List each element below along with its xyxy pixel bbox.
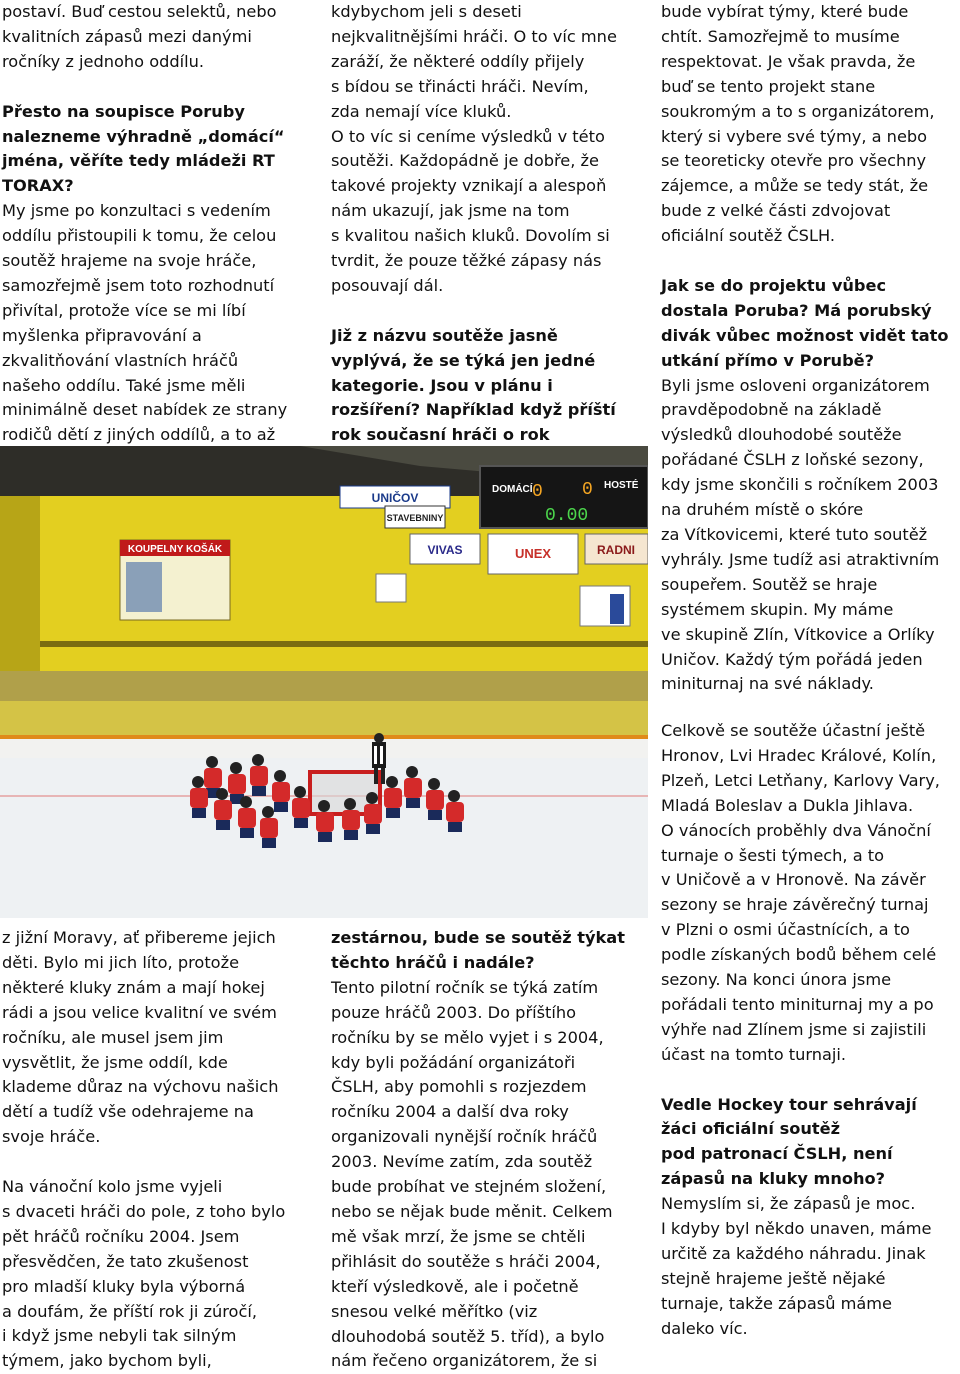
scoreboard-home-score: 0 (532, 482, 543, 502)
scoreboard-home-label: DOMÁCÍ (492, 484, 533, 495)
scoreboard (480, 466, 648, 528)
scoreboard-away-score: 0 (582, 480, 593, 500)
col1-paragraph-top: postaví. Buď cestou selektů, nebo kvalitních zápasů mezi danými ročníky z jednoho oddílu. (2, 2, 277, 71)
balcony-rail (40, 641, 648, 647)
col1-text-top (2, 0, 320, 448)
referee-stripe-1 (374, 746, 377, 764)
col3-answer: Byli jsme osloveni organizátorem pravděpodobně na základě výsledků dlouhodobé soutěže pořádané ČSLH z loňské sezony, kdy jsme skončili s ročníkem 2003 na druhém místě o skóre za Vítkovicemi, které tuto soutěž vyhrály. Jsme tudíž asi atraktivním soupeřem. Soutěž se hraje systémem skupin. My máme ve skupině Zlín, Vítkovice a Orlíky Uničov. Každý tým pořádá jeden miniturnaj na své náklady. (661, 375, 940, 694)
referee-head (374, 733, 384, 743)
wall-shadow (0, 496, 40, 671)
banner-unex-text: UNEX (514, 546, 552, 561)
col3-paragraph-top: bude vybírat týmy, které bude chtít. Samozřejmě to musíme respektovat. Je však pravda, že buď se tento projekt stane soukromým a to s organizátorem, který si vybere své týmy, a nebo se teoreticky otevře pro všechny zájemce, a může se tedy stát, že bude z velké části zdvojovat oficiální soutěž ČSLH. (661, 2, 935, 246)
col1-question: Přesto na soupisce Poruby nalezneme výhradně „domácí“ jména, věříte tedy mládeži RT TORAX? (2, 101, 285, 196)
ice-rink-photo (0, 446, 648, 918)
banner-radni-text: RADNI (597, 543, 635, 557)
banner-stavebniny (385, 506, 445, 528)
col1-paragraph-bottom: z jižní Moravy, ať přibereme jejich děti. Bylo mi jich líto, protože některé kluky znám a mají hokej rádi a jsou velice kvalitní ve svém ročníku, ale musel jsem jim vysvětlit, že jsme oddíl, kde klademe důraz na výchovu našich dětí a tudíž vše odehrajeme na svoje hráče. (2, 928, 279, 1147)
col1-text-bottom (2, 926, 320, 1374)
col1-paragraph-bottom-2: Na vánoční kolo jsme vyjeli s dvaceti hráči do pole, z toho bylo pět hráčů ročníku 2004. Jsem přesvědčen, že tato zkušenost pro mladší kluky byla výborná a doufám, že příští rok ji zúročí, i když jsme nebyli tak silným týmem, jako bychom byli, (2, 1177, 286, 1371)
referee-leg-1 (374, 768, 378, 784)
col3-answer-2: Nemyslím si, že zápasů je moc. I kdyby byl někdo unaven, máme určitě za každého náhradu. Jinak stejně hrajeme ještě nějaké turnaje, takže zápasů máme daleko víc. (661, 1194, 932, 1338)
col2-answer-bottom: Tento pilotní ročník se týká zatím pouze hráčů 2003. Do příštího ročníku by se mělo vyjet i s 2004, kdy byli požádání organizátoři ČSLH, aby pomohli s rozjezdem ročníku 2004 a další dva roky organizovali nynější ročník hráčů 2003. Nevíme zatím, zda soutěž bude probíhat ve stejném složení, nebo se nějak bude měnit. Celkem mě však mrzí, že jsme se chtěli přihlásit do soutěže s hráči 2004, kteří výsledkově, ale i početně snesou velké měřítko (viz dlouhodobá soutěž 5. tříd), a bylo nám řečeno organizátorem, že si (331, 977, 613, 1371)
banner-koupelny-img (126, 562, 162, 612)
col2-paragraph-top: kdybychom jeli s deseti nejkvalitnějšími hráči. O to víc mne zaráží, že některé oddíly přijely s bídou se třinácti hráči. Nevím, zda nemají více kluků. O to víc si ceníme výsledků v této soutěži. Každopádně je dobře, že takové projekty vznikají a alespoň nám ukazují, jak jsme na tom s kvalitou našich kluků. Dovolím si tvrdit, že pouze těžké zápasy nás posouvají dál. (331, 2, 617, 295)
col3-text-mid (661, 719, 960, 1342)
rink-boards (0, 738, 648, 758)
rink-illustration (0, 446, 648, 918)
col2-question-bottom: zestárnou, bude se soutěž týkat těchto hráčů i nadále? (331, 928, 625, 972)
referee-leg-2 (381, 768, 385, 784)
col2-question: Již z názvu soutěže jasně vyplývá, že se týká jen jedné kategorie. Jsou v plánu i rozšíření? Například když příští rok současní hráči o rok (331, 325, 616, 445)
banner-koupelny-text: KOUPELNY KOŠÁK (127, 544, 223, 555)
col2-text-top (331, 0, 649, 448)
col3-question: Jak se do projektu vůbec dostala Poruba? Má porubský divák vůbec možnost vidět tato utkání přímo v Porubě? (661, 275, 949, 370)
col3-question-2: Vedle Hockey tour sehrávají žáci oficiální soutěž pod patronací ČSLH, není zápasů na kluky mnoho? (661, 1094, 917, 1189)
banner-radni (585, 534, 648, 564)
banner-unex (488, 534, 578, 574)
boards-stripe (0, 735, 648, 739)
col1-answer: My jsme po konzultaci s vedením oddílu přistoupili k tomu, že celou soutěž hrajeme na svoje hráče, samozřejmě jsem toto rozhodnutí přivítal, protože více se mi líbí myšlenka připravování a zkvalitňování vlastních hráčů našeho oddílu. Také jsme měli minimálně deset nabídek ze strany rodičů dětí z jiných oddílů, a to až (2, 201, 288, 445)
scoreboard-clock: 0.00 (545, 506, 589, 526)
banner-vivas-text: VIVAS (427, 543, 463, 557)
referee-stripe-2 (380, 746, 383, 764)
banner-unicov-text: UNIČOV (371, 491, 419, 505)
col2-text-bottom (331, 926, 649, 1374)
col3-paragraph-mid: Celkově se soutěže účastní ještě Hronov, Lvi Hradec Králové, Kolín, Plzeň, Letci Letňany, Karlovy Vary, Mladá Boleslav a Dukla Jihlava. O vánocích proběhly dva Vánoční turnaje o šesti týmech, a to v Uničově a v Hronově. Na závěr sezony se hraje závěrečný turnaj v Plzni o osmi účastnících, a to podle získaných bodů během celé sezony. Na konci února jsme pořádali tento miniturnaj my a po výhře nad Zlínem jsme si zajistili účast na tomto turnaji. (661, 721, 940, 1064)
col3-text (661, 0, 960, 697)
banner-stavebniny-text: STAVEBNINY (386, 513, 444, 523)
banner-koupelny (120, 540, 230, 620)
banner-unicov (340, 486, 450, 508)
scoreboard-away-label: HOSTÉ (604, 480, 639, 491)
banner-vivas (410, 534, 480, 564)
banner-small-1 (376, 574, 406, 602)
banner-small-2-mark (610, 594, 624, 624)
